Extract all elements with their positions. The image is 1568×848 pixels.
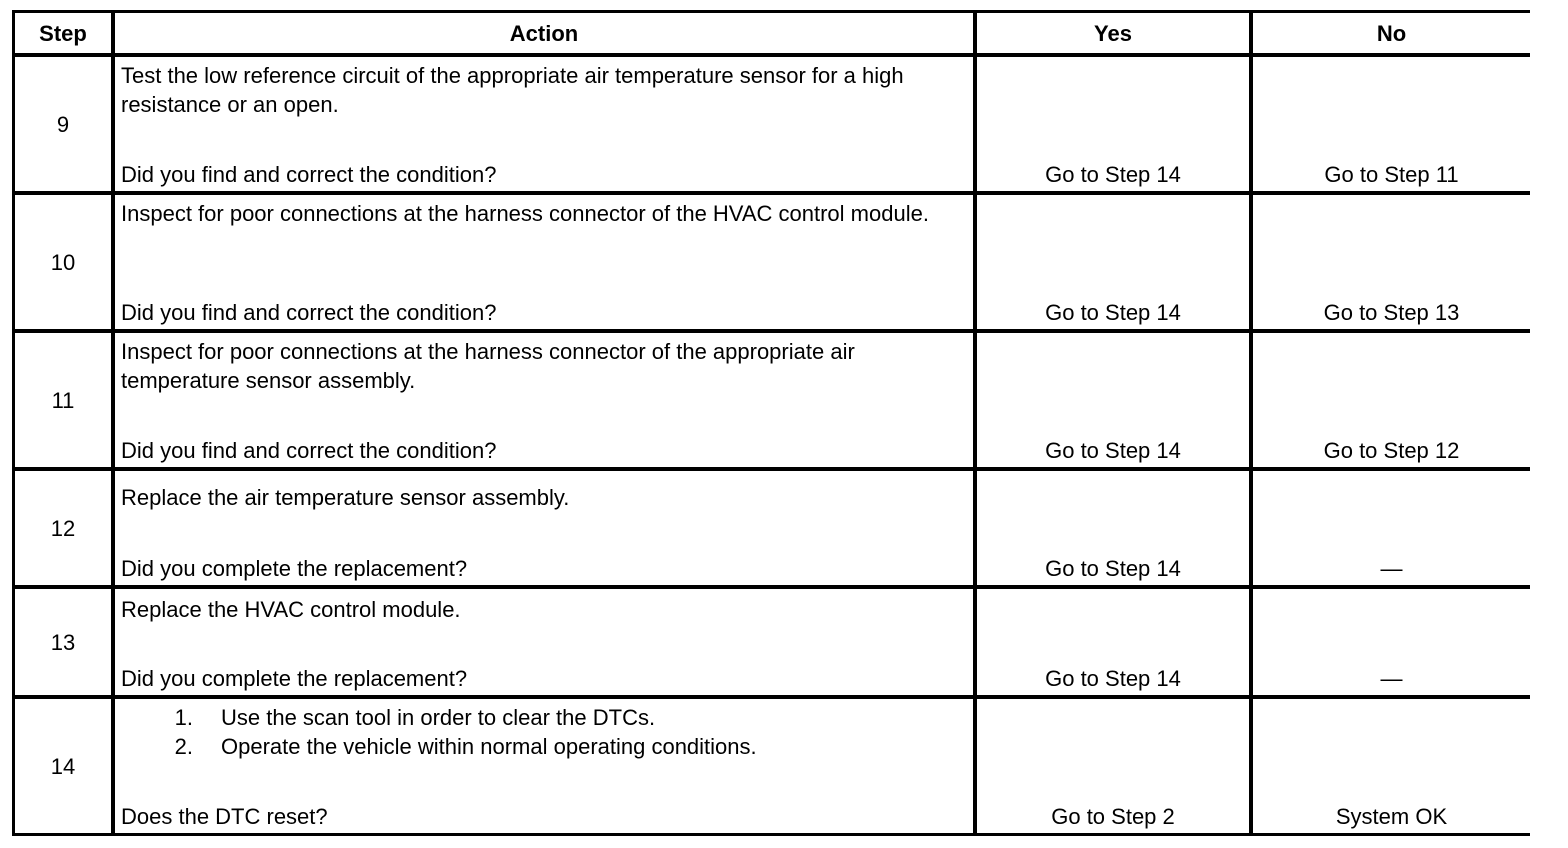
list-item xyxy=(121,732,965,761)
step-number: 14 xyxy=(15,699,111,833)
no-result: System OK xyxy=(1253,699,1530,833)
action-text: Test the low reference circuit of the appropriate air temperature sensor for a high resistance or an open. xyxy=(121,63,904,117)
step-number: 13 xyxy=(15,589,111,695)
step-number: 10 xyxy=(15,195,111,329)
action-question: Did you complete the replacement? xyxy=(121,556,468,581)
action-question: Does the DTC reset? xyxy=(121,804,328,829)
action-question: Did you complete the replacement? xyxy=(121,666,468,691)
yes-result: Go to Step 14 xyxy=(977,471,1249,585)
action-cell xyxy=(115,333,973,467)
list-item-text: Operate the vehicle within normal operating conditions. xyxy=(221,734,757,759)
action-question: Did you find and correct the condition? xyxy=(121,438,497,463)
header-no: No xyxy=(1253,13,1530,53)
list-item-number: 1. xyxy=(174,705,193,730)
yes-result: Go to Step 14 xyxy=(977,333,1249,467)
action-cell xyxy=(115,57,973,191)
action-question: Did you find and correct the condition? xyxy=(121,300,497,325)
yes-result: Go to Step 2 xyxy=(977,699,1249,833)
action-cell xyxy=(115,195,973,329)
action-cell xyxy=(115,589,973,695)
action-text: Replace the air temperature sensor assembly. xyxy=(121,485,570,510)
list-item-text: Use the scan tool in order to clear the DTCs. xyxy=(221,705,656,730)
action-cell xyxy=(115,699,973,833)
list-item xyxy=(121,703,965,732)
yes-result: Go to Step 14 xyxy=(977,57,1249,191)
action-question: Did you find and correct the condition? xyxy=(121,162,497,187)
step-number: 11 xyxy=(15,333,111,467)
no-result: Go to Step 12 xyxy=(1253,333,1530,467)
header-yes: Yes xyxy=(977,13,1249,53)
list-item-number: 2. xyxy=(174,734,193,759)
action-text: Inspect for poor connections at the harness connector of the appropriate air temperature sensor assembly. xyxy=(121,339,855,393)
action-text: Replace the HVAC control module. xyxy=(121,597,461,622)
action-list xyxy=(121,703,965,761)
step-number: 12 xyxy=(15,471,111,585)
no-result: Go to Step 11 xyxy=(1253,57,1530,191)
step-number: 9 xyxy=(15,57,111,191)
header-step: Step xyxy=(15,13,111,53)
no-result: — xyxy=(1253,471,1530,585)
no-result: Go to Step 13 xyxy=(1253,195,1530,329)
yes-result: Go to Step 14 xyxy=(977,589,1249,695)
no-result: — xyxy=(1253,589,1530,695)
header-action: Action xyxy=(115,13,973,53)
yes-result: Go to Step 14 xyxy=(977,195,1249,329)
action-text: Inspect for poor connections at the harness connector of the HVAC control module. xyxy=(121,201,929,226)
action-cell xyxy=(115,471,973,585)
diagnostic-table xyxy=(12,10,1530,836)
